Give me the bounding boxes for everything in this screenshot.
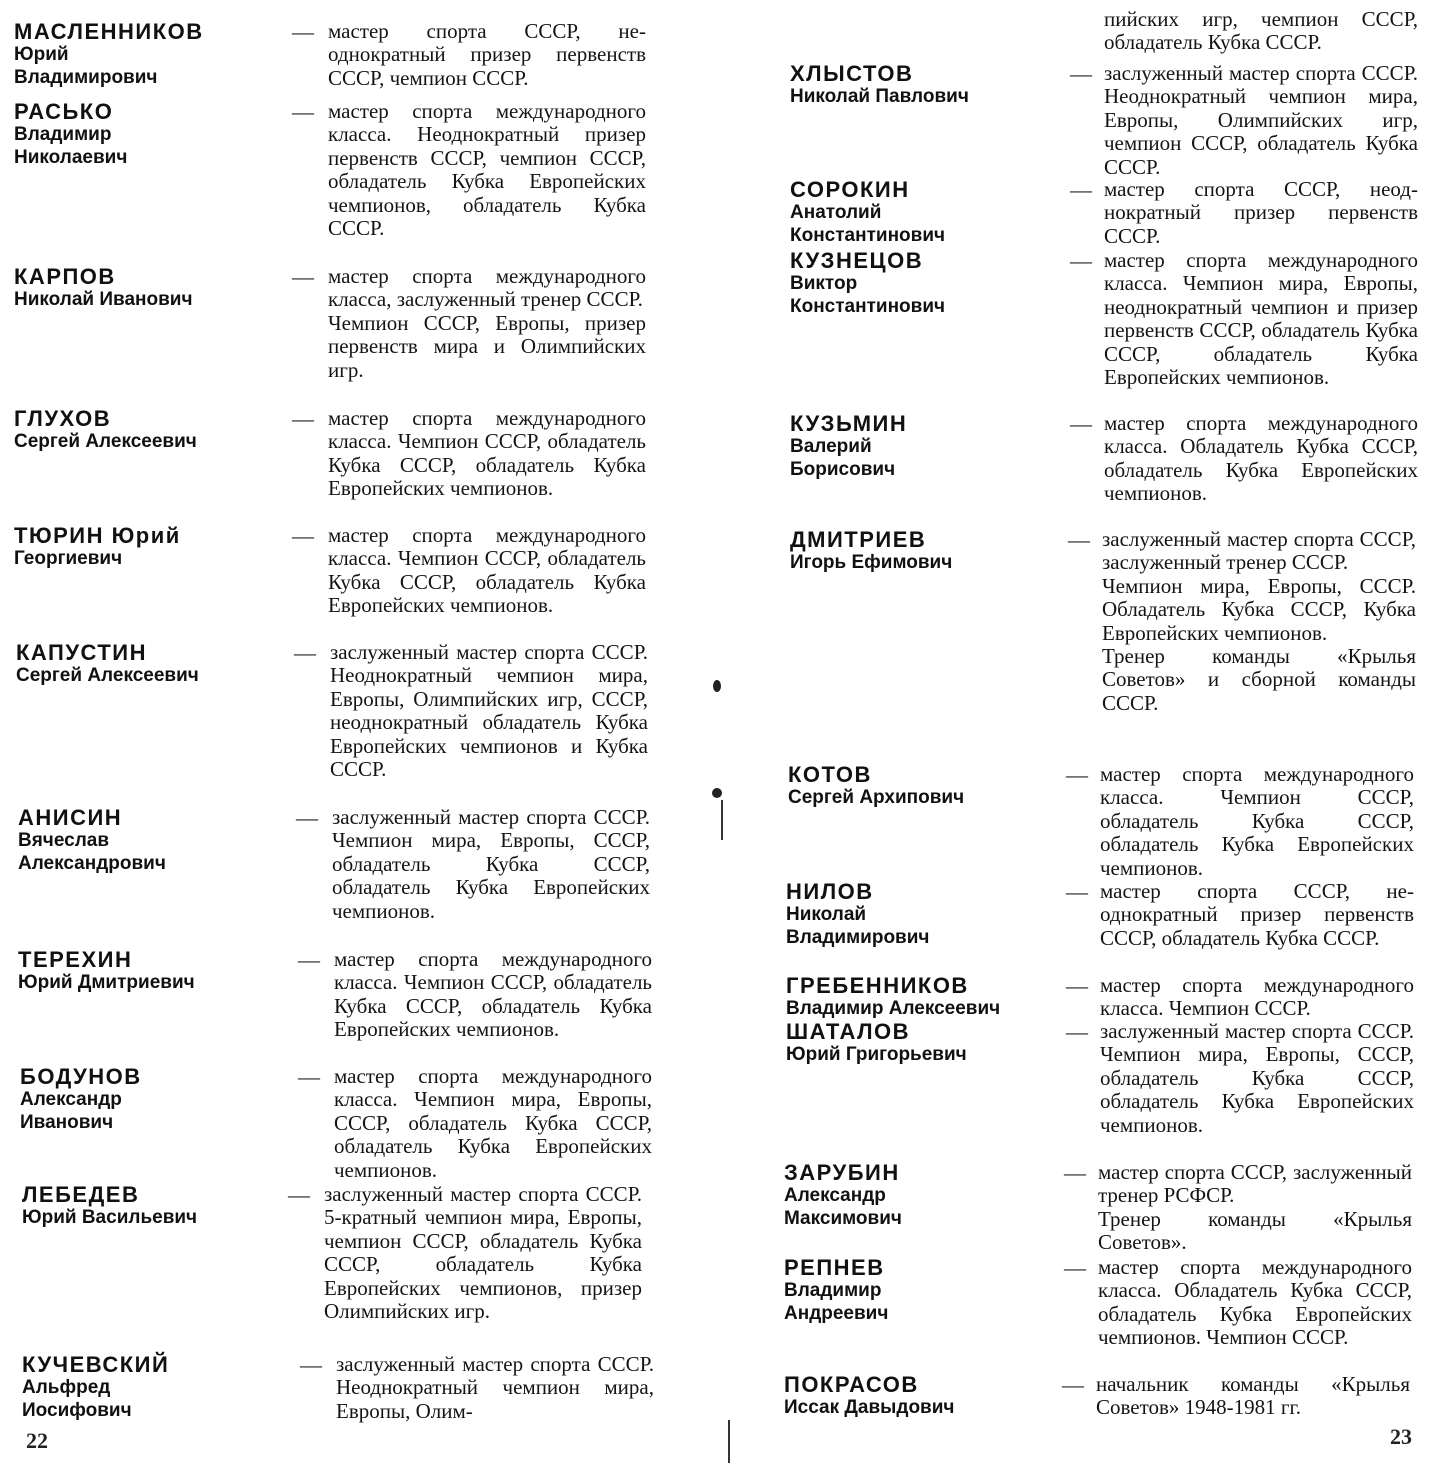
em-dash: — [1066,1019,1088,1044]
player-surname: РЕПНЕВ [784,1255,885,1280]
player-given-name: Александр [784,1185,886,1206]
player-name [14,100,284,169]
print-speck [712,788,722,798]
player-given-name: Николаевич [14,147,128,168]
player-description [330,641,648,781]
player-name [790,528,1080,574]
player-surname: КОТОВ [788,762,872,787]
player-given-name: Владимир [14,124,112,145]
continued-description: пийских игр, чемпион СССР, обладатель Кубка СССР. [1104,7,1418,55]
em-dash: — [1066,762,1088,787]
player-given-name: Владимир Алексеевич [786,998,1001,1019]
em-dash: — [292,264,314,289]
player-surname: ДМИТРИЕВ [790,527,927,552]
player-description [1096,1373,1410,1420]
player-name [18,948,288,994]
player-surname: ЗАРУБИН [784,1160,900,1185]
player-name [784,1161,1074,1230]
player-description [324,1183,642,1323]
player-name [14,20,284,89]
page-number: 22 [26,1428,48,1453]
player-given-name: Андреевич [784,1303,889,1324]
player-name [20,1065,290,1134]
player-description [328,265,646,382]
player-description [334,1065,652,1182]
player-surname: МАСЛЕННИКОВ [14,19,204,44]
player-name [786,880,1076,949]
player-description [334,948,652,1042]
em-dash: — [292,99,314,124]
player-surname: КАРПОВ [14,264,116,289]
player-surname: ЛЕБЕДЕВ [22,1182,140,1207]
description-paragraph: Чемпион СССР, Европы, призер первенств мира и Олимпийских игр. [328,310,646,382]
player-given-name: Сергей Алексеевич [14,431,197,452]
player-given-name: Николай Иванович [14,289,193,310]
player-description [1100,880,1414,950]
player-given-name: Константинович [790,225,946,246]
player-name [14,265,284,311]
left-page [0,0,690,1463]
description-paragraph: мастер спорта СССР, неоднократный призер первенств СССР, чемпион СССР. [328,19,646,90]
player-name [786,1020,1076,1066]
description-paragraph: мастер спорта международного класса. Обладатель Кубка СССР, обладатель Кубка Европейских чемпионов. Чемпион СССР. [1098,1255,1412,1350]
player-description [1104,62,1418,179]
em-dash: — [1066,879,1088,904]
description-paragraph: мастер спорта СССР, заслуженный тренер РСФСР. [1098,1160,1412,1208]
player-description [328,100,646,240]
print-speck [713,680,721,692]
player-given-name: Александрович [18,853,166,874]
em-dash: — [1062,1372,1084,1397]
player-given-name: Александр [20,1089,122,1110]
player-given-name: Сергей Архипович [788,787,965,808]
em-dash: — [1070,248,1092,273]
player-description [328,407,646,501]
em-dash: — [296,805,318,830]
description-paragraph: мастер спорта международного класса. Чемпион мира, Европы, неоднократный чемпион и призер первенств СССР, обладатель Кубка СССР, обладатель Кубка Европейских чемпионов. [1104,248,1418,390]
player-description [1098,1256,1412,1350]
description-paragraph: заслуженный мастер спорта СССР. Неоднократный чемпион мира, Европы, Олимпийских игр, чемпион СССР, обладатель Кубка СССР. [1104,61,1418,179]
gutter-mark [721,800,723,840]
player-given-name: Валерий [790,436,872,457]
description-paragraph: мастер спорта международного класса, заслуженный тренер СССР. [328,264,646,312]
description-paragraph: мастер спорта СССР, неоднократный призер первенств СССР, обладатель Кубка СССР. [1100,879,1414,950]
player-given-name: Игорь Ефимович [790,552,953,573]
player-name [784,1373,1074,1419]
player-surname: КУЗЬМИН [790,411,908,436]
player-description [1100,1020,1414,1137]
player-given-name: Юрий Григорьевич [786,1044,967,1065]
player-surname: АНИСИН [18,805,123,830]
player-given-name: Юрий Васильевич [22,1207,198,1228]
player-name [786,974,1076,1020]
player-given-name: Владимир [784,1280,882,1301]
description-paragraph: начальник команды «Крылья Советов» 1948-1981 гг. [1096,1372,1410,1420]
player-surname: ГРЕБЕННИКОВ [786,973,969,998]
player-description [332,806,650,923]
description-paragraph: мастер спорта международного класса. Неоднократный призер первенств СССР, чемпион СССР, обладатель Кубка Европейских чемпионов, обладатель Кубка СССР. [328,99,646,241]
em-dash: — [294,640,316,665]
description-paragraph: заслуженный мастер спорта СССР. Неоднократный чемпион мира, Европы, Олим- [336,1352,654,1423]
player-description [1104,412,1418,506]
description-paragraph: мастер спорта международного класса. Чемпион СССР, обладатель Кубка СССР, обладатель Кубка Европейских чемпионов. [1100,762,1414,880]
description-paragraph: заслуженный мастер спорта СССР, заслуженный тренер СССР. [1102,527,1416,575]
player-surname: КУЧЕВСКИЙ [22,1352,170,1377]
player-name [784,1256,1074,1325]
player-description [336,1353,654,1423]
player-name [22,1353,292,1422]
player-given-name: Иосифович [22,1400,132,1421]
player-description [328,524,646,618]
player-surname: РАСЬКО [14,99,114,124]
page-number: 23 [1390,1424,1412,1449]
em-dash: — [298,1064,320,1089]
description-paragraph: Тренер команды «Крылья Советов» и сборной команды СССР. [1102,644,1416,715]
player-given-name: Владимирович [786,927,930,948]
player-given-name: Иссак Давыдович [784,1397,955,1418]
player-name [16,641,286,687]
player-description [328,20,646,90]
player-name [790,62,1080,108]
player-name [790,249,1080,318]
player-given-name: Иванович [20,1112,114,1133]
em-dash: — [288,1182,310,1207]
player-given-name: Виктор [790,273,858,294]
player-given-name: Борисович [790,459,896,480]
player-name [14,407,284,453]
description-paragraph: мастер спорта международного класса. Чемпион СССР, обладатель Кубка СССР, обладатель Кубка Европейских чемпионов. [328,406,646,501]
description-paragraph: мастер спорта международного класса. Чемпион СССР, обладатель Кубка СССР, обладатель Кубка Европейских чемпионов. [334,947,652,1042]
player-given-name: Георгиевич [14,548,123,569]
player-given-name: Николай Павлович [790,86,969,107]
em-dash: — [1066,973,1088,998]
player-given-name: Юрий Дмитриевич [18,972,195,993]
player-given-name: Анатолий [790,202,882,223]
player-given-name: Владимирович [14,67,158,88]
player-name [22,1183,292,1229]
player-surname: СОРОКИН [790,177,910,202]
player-surname: ПОКРАСОВ [784,1372,919,1397]
player-given-name: Максимович [784,1208,902,1229]
em-dash: — [1070,177,1092,202]
description-paragraph: мастер спорта СССР, неоднократный призер первенств СССР. [1104,177,1418,248]
description-paragraph: мастер спорта международного класса. Чемпион мира, Европы, СССР, обладатель Кубка СССР, обладатель Кубка Европейских чемпионов. [334,1064,652,1182]
em-dash: — [1070,411,1092,436]
description-paragraph: Чемпион мира, Европы, СССР. Обладатель Кубка СССР, Кубка Европейских чемпионов. [1102,573,1416,645]
description-paragraph: заслуженный мастер спорта СССР. 5-кратный чемпион мира, Европы, чемпион СССР, обладатель Кубка СССР, обладатель Кубка Европейских чемпионов, призер Олимпийских игр. [324,1182,642,1324]
description-paragraph: заслуженный мастер спорта СССР. Неоднократный чемпион мира, Европы, Олимпийских игр, СССР, неоднократный обладатель Кубка Европейских чемпионов и Кубка СССР. [330,640,648,782]
player-name [790,178,1080,247]
em-dash: — [292,19,314,44]
player-name [788,763,1078,809]
player-given-name: Сергей Алексеевич [16,665,199,686]
em-dash: — [1068,527,1090,552]
em-dash: — [298,947,320,972]
player-description [1104,178,1418,248]
player-given-name: Альфред [22,1377,111,1398]
description-paragraph: Тренер команды «Крылья Советов». [1098,1206,1412,1255]
em-dash: — [1070,61,1092,86]
em-dash: — [300,1352,322,1377]
player-surname: КУЗНЕЦОВ [790,248,924,273]
player-given-name: Вячеслав [18,830,110,851]
description-paragraph: заслуженный мастер спорта СССР. Чемпион мира, Европы, СССР, обладатель Кубка СССР, обладатель Кубка Европейских чемпионов. [1100,1019,1414,1137]
player-surname: НИЛОВ [786,879,874,904]
player-description [1104,249,1418,389]
player-surname: ТЕРЕХИН [18,947,133,972]
player-description [1098,1161,1412,1255]
player-surname: КАПУСТИН [16,640,148,665]
gutter-mark [728,1420,730,1463]
description-paragraph: мастер спорта международного класса. Чемпион СССР. [1100,973,1414,1021]
player-name [790,412,1080,481]
player-surname: ШАТАЛОВ [786,1019,911,1044]
player-description [1102,528,1416,715]
em-dash: — [1064,1160,1086,1185]
em-dash: — [1064,1255,1086,1280]
player-given-name: Николай [786,904,867,925]
player-surname: ГЛУХОВ [14,406,112,431]
player-name [14,524,284,570]
right-page [750,0,1432,1463]
em-dash: — [292,523,314,548]
description-paragraph: мастер спорта международного класса. Обладатель Кубка СССР, обладатель Кубка Европейских чемпионов. [1104,411,1418,506]
player-description [1100,763,1414,880]
description-paragraph: мастер спорта международного класса. Чемпион СССР, обладатель Кубка СССР, обладатель Кубка Европейских чемпионов. [328,523,646,618]
player-description [1100,974,1414,1021]
player-given-name: Константинович [790,296,946,317]
player-given-name: Юрий [14,44,69,65]
player-surname: ХЛЫСТОВ [790,61,914,86]
em-dash: — [292,406,314,431]
player-surname: БОДУНОВ [20,1064,142,1089]
player-surname: ТЮРИН Юрий [14,523,181,548]
description-paragraph: заслуженный мастер спорта СССР. Чемпион мира, Европы, СССР, обладатель Кубка СССР, обладатель Кубка Европейских чемпионов. [332,805,650,923]
player-name [18,806,288,875]
